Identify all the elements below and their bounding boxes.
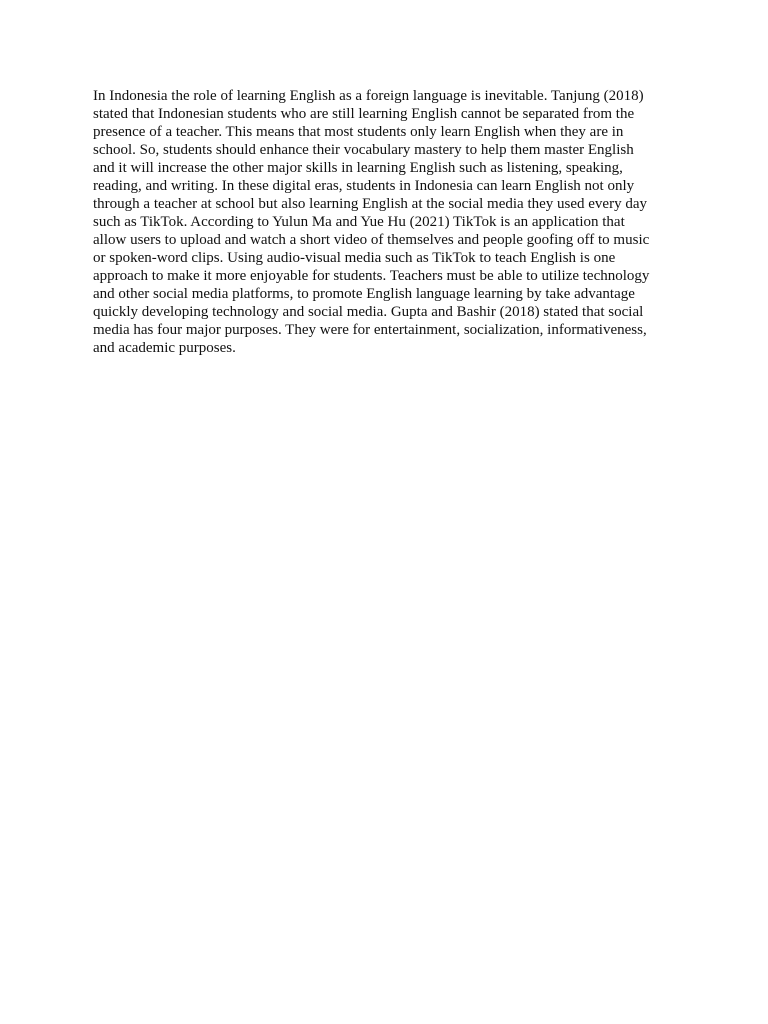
paragraph-line: and it will increase the other major skills in learning English such as listening, speaking, [93,160,623,176]
paragraph-line: approach to make it more enjoyable for students. Teachers must be able to utilize technology [93,268,650,284]
paragraph-line: school. So, students should enhance their vocabulary mastery to help them master English [93,142,634,158]
paragraph-line: media has four major purposes. They were for entertainment, socialization, informativeness, [93,322,647,338]
paragraph-line: In Indonesia the role of learning English as a foreign language is inevitable. Tanjung (2018) [93,88,644,104]
paragraph-line: and academic purposes. [93,340,236,356]
paragraph-line: allow users to upload and watch a short video of themselves and people goofing off to music [93,232,650,248]
paragraph-line: quickly developing technology and social media. Gupta and Bashir (2018) stated that social [93,304,644,320]
document-body [93,87,673,357]
paragraph-line: such as TikTok. According to Yulun Ma and Yue Hu (2021) TikTok is an application that [93,214,625,230]
paragraph-line: through a teacher at school but also learning English at the social media they used every day [93,196,647,212]
paragraph-line: presence of a teacher. This means that most students only learn English when they are in [93,124,624,140]
body-paragraph [93,87,673,357]
paragraph-line: reading, and writing. In these digital eras, students in Indonesia can learn English not only [93,178,635,194]
paragraph-line: and other social media platforms, to promote English language learning by take advantage [93,286,635,302]
paragraph-line: stated that Indonesian students who are still learning English cannot be separated from the [93,106,635,122]
paragraph-line: or spoken-word clips. Using audio-visual media such as TikTok to teach English is one [93,250,616,266]
